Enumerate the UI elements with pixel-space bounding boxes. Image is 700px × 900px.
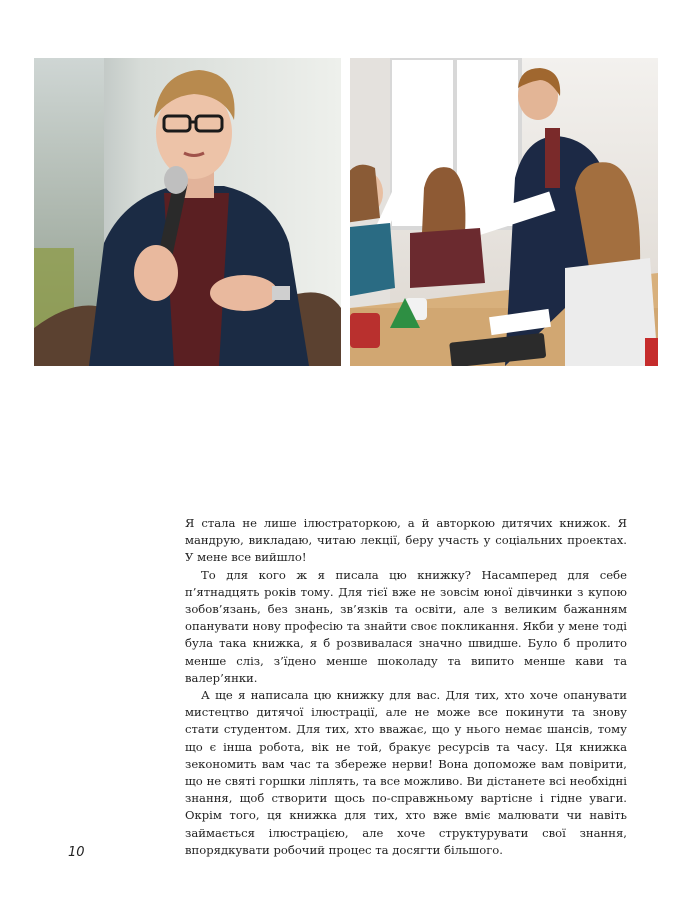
speaker-illustration — [34, 58, 341, 366]
body-text — [185, 515, 627, 859]
paragraph-2: То для кого ж я писала цю книжку? Насамперед для себе п’ятнадцять років тому. Для тієї вже не зовсім юної дівчинки з купою зобов’язань, без знань, зв’язків та освіти, але з великим бажанням опанувати нову професію та знайти своє покликання. Якби у мене тоді була така книжка, я б розвивалася значно швидше. Було б пролито менше сліз, з’їдено менше шоколаду та випито менше кави та валер’янки. — [185, 567, 627, 685]
page-number: 10 — [68, 845, 85, 860]
paragraph-3: А ще я написала цю книжку для вас. Для тих, хто хоче опанувати мистецтво дитячої ілюстрації, але не може все покинути та знову стати студентом. Для тих, хто вважає, що у нього немає шансів, тому що є інша робота, вік не той, бракує ресурсів та часу. Ця книжка зекономить вам час та збереже нерви! Вона допоможе вам повірити, що не святі горшки ліплять, та все можливо. Ви дістанете всі необхідні знання, щоб створити щось по-справжньому вартісне і гідне уваги. Окрім того, ця книжка для тих, хто вже вміє малювати чи навіть займається ілюстрацією, але хоче структурувати свої знання, впорядкувати робочий процес та досягти більшого. — [185, 688, 627, 857]
workshop-illustration — [350, 58, 658, 366]
speaker-photo — [34, 58, 341, 366]
workshop-photo — [350, 58, 658, 366]
paragraph-1: Я стала не лише ілюстраторкою, а й авторкою дитячих книжок. Я мандрую, викладаю, читаю лекції, беру участь у соціальних проектах. У мене все вийшло! — [185, 516, 627, 565]
